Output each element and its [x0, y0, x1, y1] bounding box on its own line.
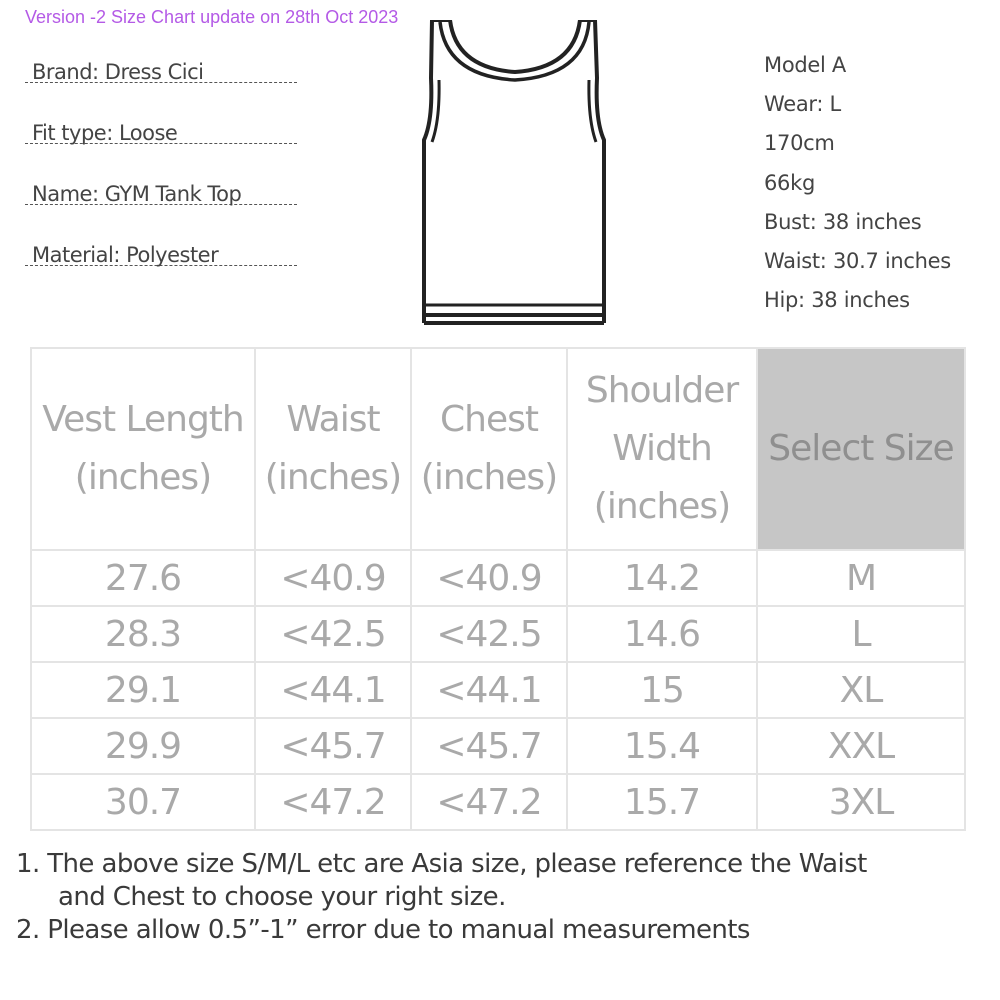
header-text: Select Size	[768, 428, 954, 469]
header-unit: (inches)	[74, 457, 212, 498]
note-2: 2. Please allow 0.5”-1” error due to manual measurements	[16, 915, 750, 945]
cell-size: XXL	[757, 718, 965, 774]
header-shoulder-width	[567, 348, 757, 550]
table-header-row	[31, 348, 965, 550]
product-info-name	[25, 180, 305, 241]
model-bust: Bust: 38 inches	[764, 209, 922, 234]
cell-vest-length: 29.1	[31, 662, 255, 718]
cell-chest: <44.1	[411, 662, 567, 718]
header-text: Width	[612, 428, 712, 469]
name-label: Name: GYM Tank Top	[32, 182, 242, 206]
material-label: Material: Polyester	[32, 243, 219, 267]
header-text: Shoulder	[585, 370, 739, 411]
model-info	[764, 46, 951, 320]
cell-shoulder-width: 14.2	[567, 550, 757, 606]
table-row	[31, 662, 965, 718]
cell-shoulder-width: 15.4	[567, 718, 757, 774]
header-text: Chest	[440, 399, 538, 440]
cell-shoulder-width: 15.7	[567, 774, 757, 830]
cell-vest-length: 29.9	[31, 718, 255, 774]
model-height: 170cm	[764, 131, 835, 156]
cell-waist: <45.7	[255, 718, 411, 774]
header-vest-length	[31, 348, 255, 550]
header-select-size	[757, 348, 965, 550]
cell-size: L	[757, 606, 965, 662]
header-chest	[411, 348, 567, 550]
brand-label: Brand: Dress Cici	[32, 60, 204, 84]
header-text: Waist	[286, 399, 380, 440]
cell-waist: <40.9	[255, 550, 411, 606]
table-row	[31, 550, 965, 606]
table-row	[31, 606, 965, 662]
product-info-fit	[25, 119, 305, 180]
cell-waist: <47.2	[255, 774, 411, 830]
size-chart-table	[30, 347, 966, 831]
cell-chest: <42.5	[411, 606, 567, 662]
cell-vest-length: 27.6	[31, 550, 255, 606]
product-info-brand	[25, 58, 305, 119]
cell-size: 3XL	[757, 774, 965, 830]
cell-shoulder-width: 15	[567, 662, 757, 718]
cell-size: XL	[757, 662, 965, 718]
cell-chest: <40.9	[411, 550, 567, 606]
model-waist: Waist: 30.7 inches	[764, 248, 951, 273]
cell-vest-length: 28.3	[31, 606, 255, 662]
header-unit: (inches)	[264, 457, 402, 498]
table-row	[31, 774, 965, 830]
product-info	[25, 58, 305, 302]
cell-waist: <44.1	[255, 662, 411, 718]
model-name: Model A	[764, 53, 846, 77]
header-text: Vest Length	[42, 399, 244, 440]
header-waist	[255, 348, 411, 550]
tank-top-illustration	[418, 20, 612, 332]
cell-vest-length: 30.7	[31, 774, 255, 830]
model-wear-size: Wear: L	[764, 92, 841, 117]
cell-chest: <45.7	[411, 718, 567, 774]
product-info-material	[25, 241, 305, 302]
note-1-line-1: 1. The above size S/M/L etc are Asia size, please reference the Waist	[16, 849, 867, 879]
header-unit: (inches)	[420, 457, 558, 498]
note-1-line-2: and Chest to choose your right size.	[58, 882, 506, 912]
fit-type-label: Fit type: Loose	[32, 121, 178, 145]
header-unit: (inches)	[593, 486, 731, 527]
version-note: Version -2 Size Chart update on 28th Oct 2023	[25, 7, 399, 27]
cell-shoulder-width: 14.6	[567, 606, 757, 662]
model-hip: Hip: 38 inches	[764, 288, 910, 313]
table-row	[31, 718, 965, 774]
size-notes	[16, 848, 986, 947]
cell-size: M	[757, 550, 965, 606]
model-weight: 66kg	[764, 170, 816, 195]
cell-waist: <42.5	[255, 606, 411, 662]
cell-chest: <47.2	[411, 774, 567, 830]
